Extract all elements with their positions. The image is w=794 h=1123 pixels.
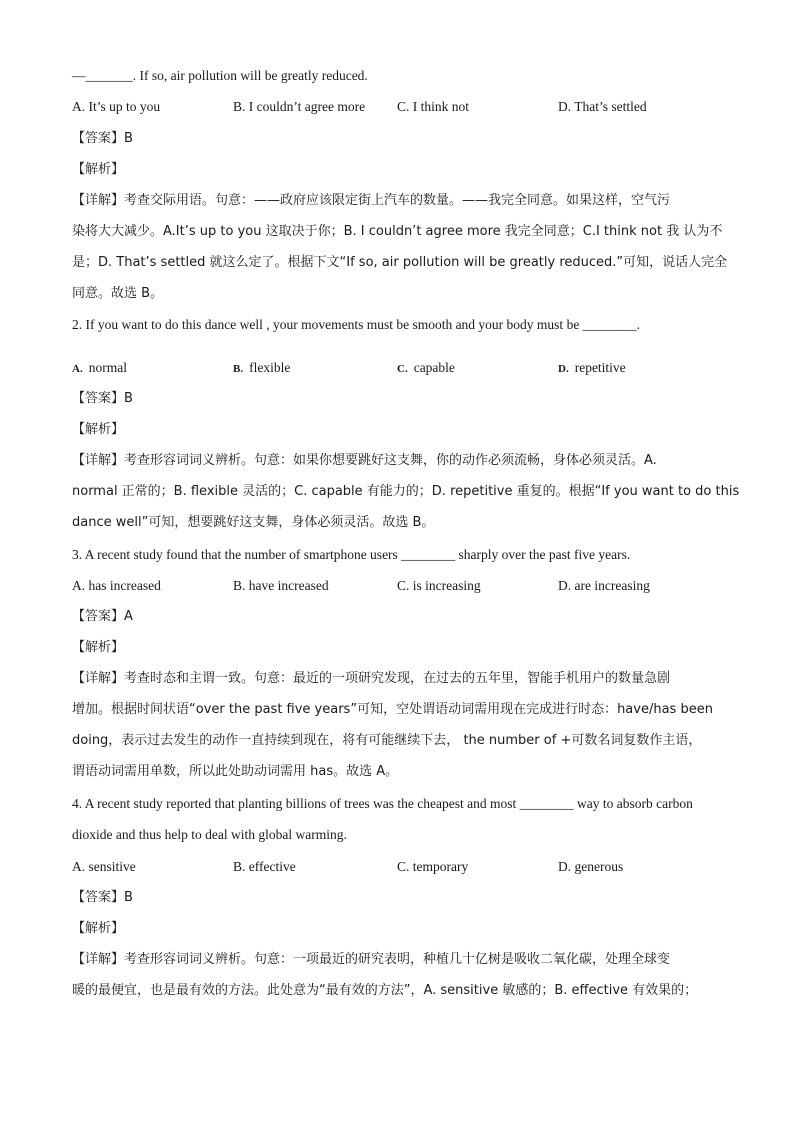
- q1-detail-line: 是；D. That’s settled 就这么定了。根据下文“If so, air pollution will be greatly reduced.”可知，说话人完全: [72, 255, 728, 270]
- q1-detail-line: 染将大大减少。A.It’s up to you 这取决于你；B. I couldn’t agree more 我完全同意；C.I think not 我 认为不: [72, 224, 723, 239]
- q2-option-b-text: flexible: [249, 360, 291, 375]
- q3-detail-line: doing，表示过去发生的动作一直持续到现在，将有可能继续下去， the number of +可数名词复数作主语，: [72, 733, 702, 748]
- q3-option-c: C. is increasing: [397, 578, 481, 593]
- q2-detail-line: 【详解】考查形容词词义辨析。句意：如果你想要跳好这支舞，你的动作必须流畅，身体必须灵活。A.: [72, 453, 657, 468]
- q2-answer: 【答案】B: [72, 391, 133, 406]
- q2-option-b-letter: B.: [233, 363, 244, 375]
- q2-option-a: [72, 358, 127, 379]
- q2-option-d-text: repetitive: [574, 360, 626, 375]
- q2-analysis-label: 【解析】: [72, 422, 125, 437]
- q4-answer: 【答案】B: [72, 890, 133, 905]
- q2-option-a-letter: A.: [72, 363, 83, 375]
- q3-detail-line: 增加。根据时间状语“over the past five years”可知，空处谓语动词需用现在完成进行时态：have/has been: [72, 702, 713, 717]
- q3-detail-line: 谓语动词需用单数，所以此处助动词需用 has。故选 A。: [72, 764, 399, 779]
- q2-option-a-text: normal: [88, 360, 127, 375]
- q1-option-a: A. It’s up to you: [72, 99, 161, 114]
- q3-option-a: A. has increased: [72, 578, 161, 593]
- q4-option-c: C. temporary: [397, 859, 469, 874]
- q3-detail-line: 【详解】考查时态和主谓一致。句意：最近的一项研究发现，在过去的五年里，智能手机用户的数量急剧: [72, 671, 671, 686]
- q2-option-c: [397, 358, 455, 379]
- q4-detail-line: 暖的最便宜，也是最有效的方法。此处意为“最有效的方法”，A. sensitive 敏感的；B. effective 有效果的；: [72, 983, 698, 998]
- q3-analysis-label: 【解析】: [72, 640, 125, 655]
- q4-stem-line: 4. A recent study reported that planting billions of trees was the cheapest and most ________ way to absorb carbon: [72, 796, 693, 811]
- q1-stem: —_______. If so, air pollution will be greatly reduced.: [72, 68, 368, 83]
- q4-stem-line: dioxide and thus help to deal with global warming.: [72, 827, 347, 842]
- q4-option-d: D. generous: [558, 859, 624, 874]
- q3-answer: 【答案】A: [72, 609, 133, 624]
- q2-option-b: [233, 358, 290, 379]
- q1-option-d: D. That’s settled: [558, 99, 647, 114]
- q4-option-b: B. effective: [233, 859, 296, 874]
- q1-detail-line: 同意。故选 B。: [72, 286, 164, 301]
- q3-option-d: D. are increasing: [558, 578, 650, 593]
- q4-detail-line: 【详解】考查形容词词义辨析。句意：一项最近的研究表明，种植几十亿树是吸收二氧化碳，处理全球变: [72, 952, 671, 967]
- q1-option-b: B. I couldn’t agree more: [233, 99, 366, 114]
- q3-option-b: B. have increased: [233, 578, 329, 593]
- q1-analysis-label: 【解析】: [72, 162, 125, 177]
- q1-option-c: C. I think not: [397, 99, 470, 114]
- q2-option-d: [558, 358, 626, 379]
- q2-stem: 2. If you want to do this dance well , your movements must be smooth and your body must be ________.: [72, 317, 641, 332]
- q4-option-a: A. sensitive: [72, 859, 136, 874]
- q4-analysis-label: 【解析】: [72, 921, 125, 936]
- q2-option-c-text: capable: [413, 360, 455, 375]
- q1-detail-line: 【详解】考查交际用语。句意：——政府应该限定街上汽车的数量。——我完全同意。如果这样，空气污: [72, 193, 671, 208]
- q3-stem: 3. A recent study found that the number of smartphone users ________ sharply over the past five years.: [72, 547, 631, 562]
- q2-detail-line: dance well”可知，想要跳好这支舞，身体必须灵活。故选 B。: [72, 515, 435, 530]
- q1-answer: 【答案】B: [72, 131, 133, 146]
- q2-option-d-letter: D.: [558, 363, 569, 375]
- q2-option-c-letter: C.: [397, 363, 408, 375]
- q2-detail-line: normal 正常的；B. flexible 灵活的；C. capable 有能力的；D. repetitive 重复的。根据“If you want to do this: [72, 484, 740, 499]
